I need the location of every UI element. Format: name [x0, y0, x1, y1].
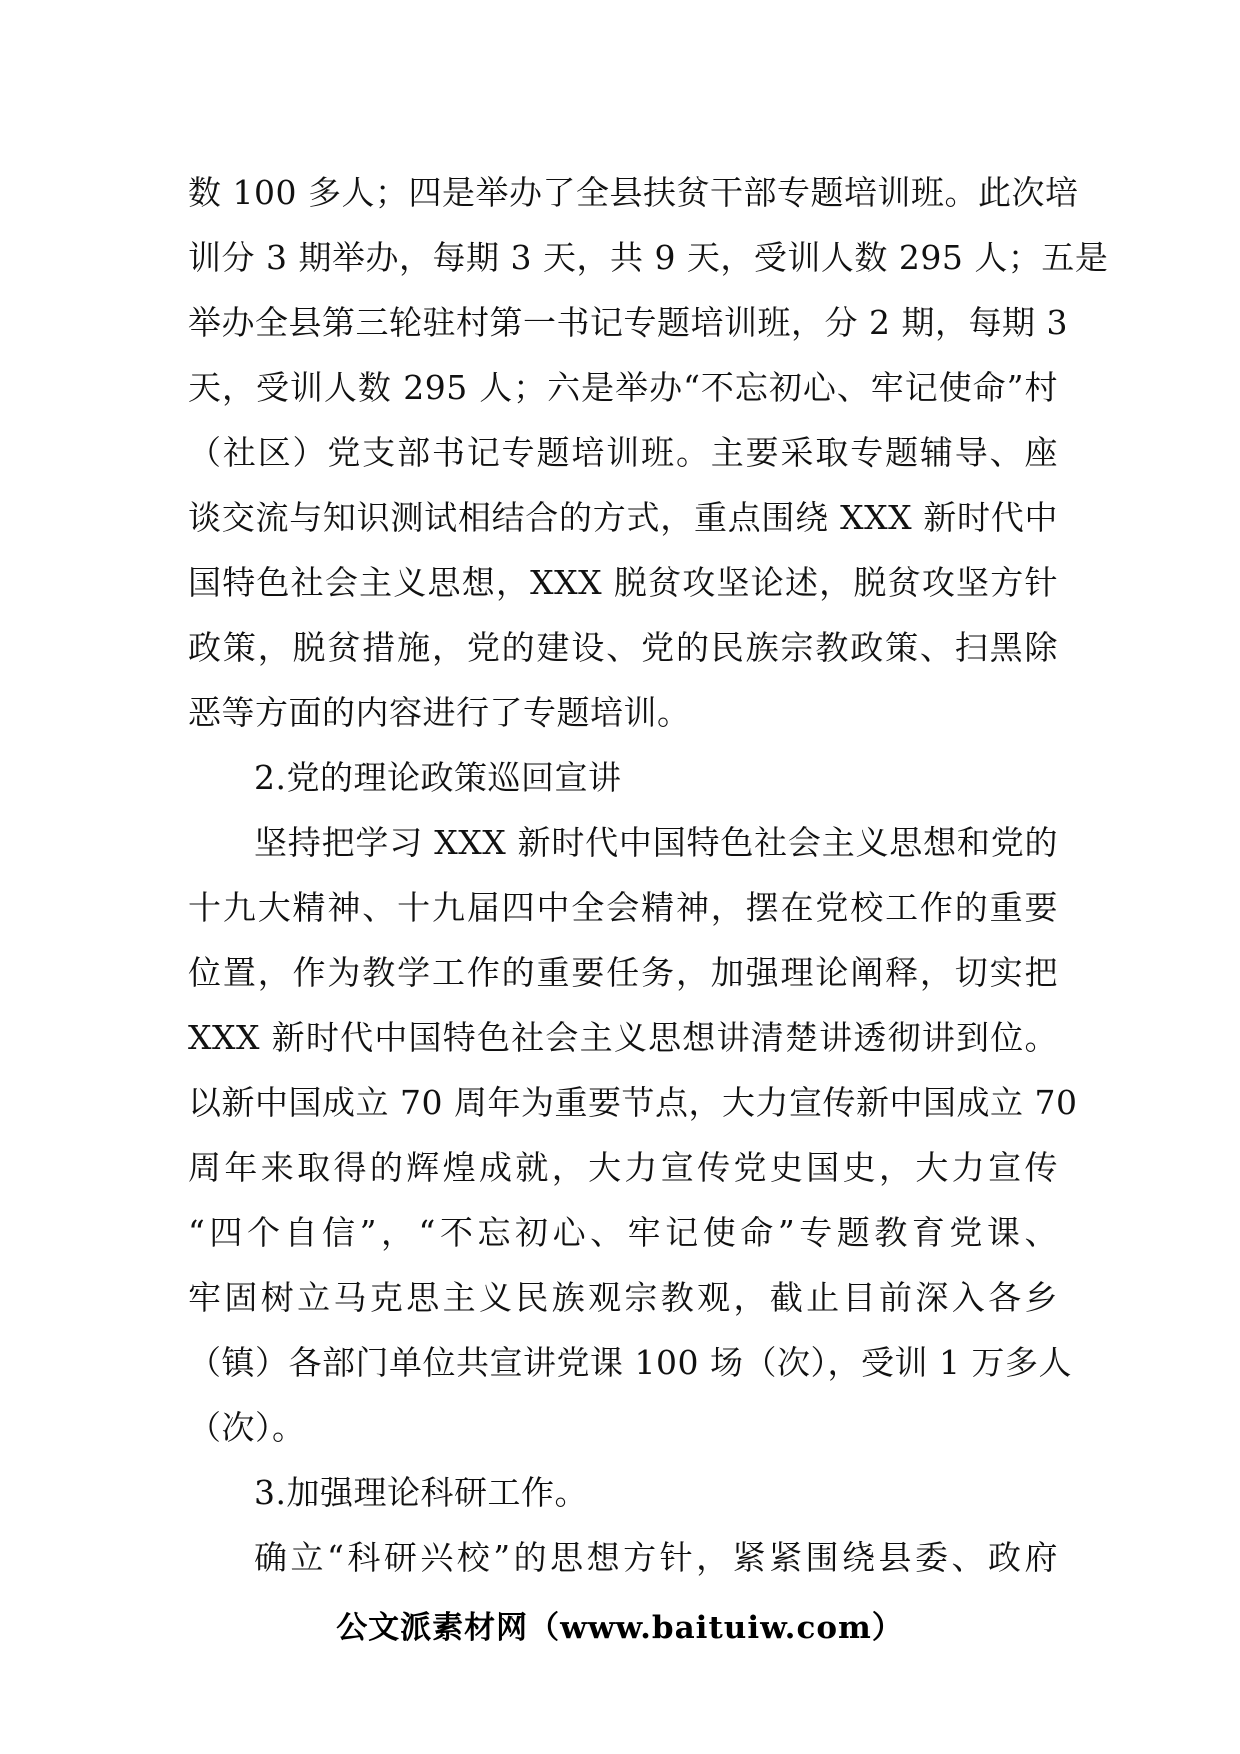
text-line: 以新中国成立 70 周年为重要节点，大力宣传新中国成立 70 — [188, 1083, 1078, 1122]
text-line: 举办全县第三轮驻村第一书记专题培训班，分 2 期，每期 3 — [188, 303, 1068, 342]
paragraph-first-line: 坚持把学习 XXX 新时代中国特色社会主义思想和党的 — [254, 823, 1058, 862]
text-line: XXX 新时代中国特色社会主义思想讲清楚讲透彻讲到位。 — [188, 1018, 1058, 1057]
text-line: 恶等方面的内容进行了专题培训。 — [188, 693, 691, 732]
text-line: 周年来取得的辉煌成就，大力宣传党史国史，大力宣传 — [188, 1148, 1058, 1187]
text-line: 位置，作为教学工作的重要任务，加强理论阐释，切实把 — [188, 953, 1058, 992]
paragraph-first-line: 确立“科研兴校”的思想方针，紧紧围绕县委、政府 — [254, 1538, 1058, 1577]
text-line: 政策，脱贫措施，党的建设、党的民族宗教政策、扫黑除 — [188, 628, 1058, 667]
document-body — [188, 160, 1109, 1590]
section-heading: 2.党的理论政策巡回宣讲 — [254, 758, 622, 797]
text-line: “四个自信”，“不忘初心、牢记使命”专题教育党课、 — [188, 1213, 1058, 1252]
section-heading: 3.加强理论科研工作。 — [254, 1473, 588, 1512]
text-line: （社区）党支部书记专题培训班。主要采取专题辅导、座 — [188, 433, 1058, 472]
text-line: 天，受训人数 295 人；六是举办“不忘初心、牢记使命”村 — [188, 368, 1058, 407]
text-line: 牢固树立马克思主义民族观宗教观，截止目前深入各乡 — [188, 1278, 1058, 1317]
footer-watermark: 公文派素材网（www.baituiw.com） — [336, 1610, 904, 1646]
text-line: 数 100 多人；四是举办了全县扶贫干部专题培训班。此次培 — [188, 173, 1079, 212]
text-line: 谈交流与知识测试相结合的方式，重点围绕 XXX 新时代中 — [188, 498, 1058, 537]
text-line: （镇）各部门单位共宣讲党课 100 场（次），受训 1 万多人 — [188, 1343, 1072, 1382]
text-line: （次）。 — [188, 1408, 306, 1447]
text-line: 十九大精神、十九届四中全会精神，摆在党校工作的重要 — [188, 888, 1058, 927]
text-line: 训分 3 期举办，每期 3 天，共 9 天，受训人数 295 人；五是 — [188, 238, 1109, 277]
text-line: 国特色社会主义思想，XXX 脱贫攻坚论述，脱贫攻坚方针 — [188, 563, 1058, 602]
